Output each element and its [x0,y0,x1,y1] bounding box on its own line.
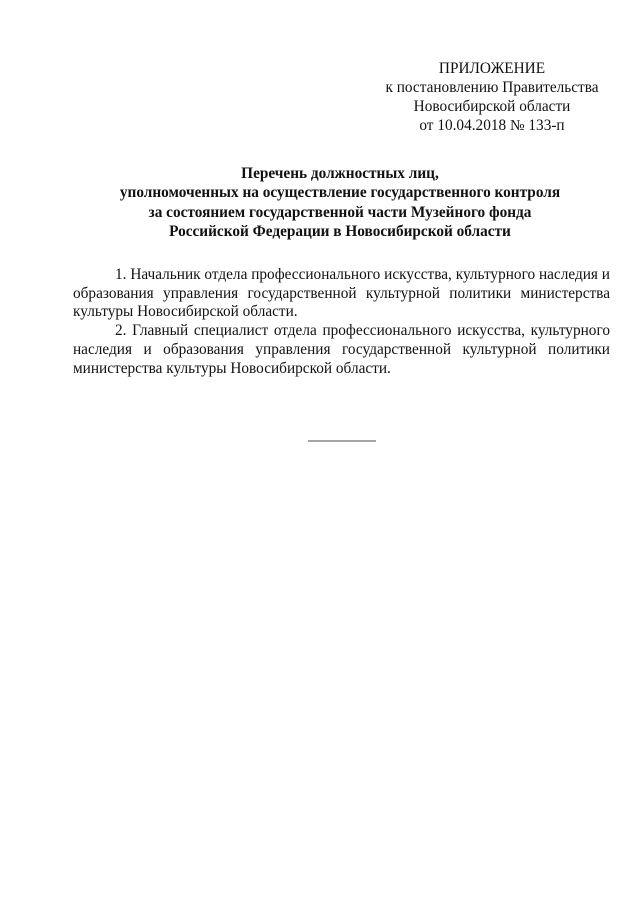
title-line-1: Перечень должностных лиц, [241,165,439,182]
end-separator-line [308,440,376,442]
document-title [60,164,620,241]
title-line-2: уполномоченных на осуществление государственного контроля [119,184,561,202]
list-item: 1. Начальник отдела профессионального искусства, культурного наследия и образования управления государственной культурной политики министерства культуры Новосибирской области. [73,266,610,321]
appendix-resolution-ref: к постановлению Правительства [385,79,599,96]
appendix-label: ПРИЛОЖЕНИЕ [438,60,546,77]
appendix-date-number: от 10.04.2018 № 133-п [419,117,565,134]
appendix-region: Новосибирской области [413,98,571,115]
title-line-4: Российской Федерации в Новосибирской области [169,222,511,240]
list-item: 2. Главный специалист отдела профессионального искусства, культурного наследия и образования управления государственной культурной политики министерства культуры Новосибирской области. [73,322,610,377]
appendix-header [382,59,602,135]
title-line-3: за состоянием государственной части Музейного фонда [148,203,532,221]
official-list [73,266,610,378]
